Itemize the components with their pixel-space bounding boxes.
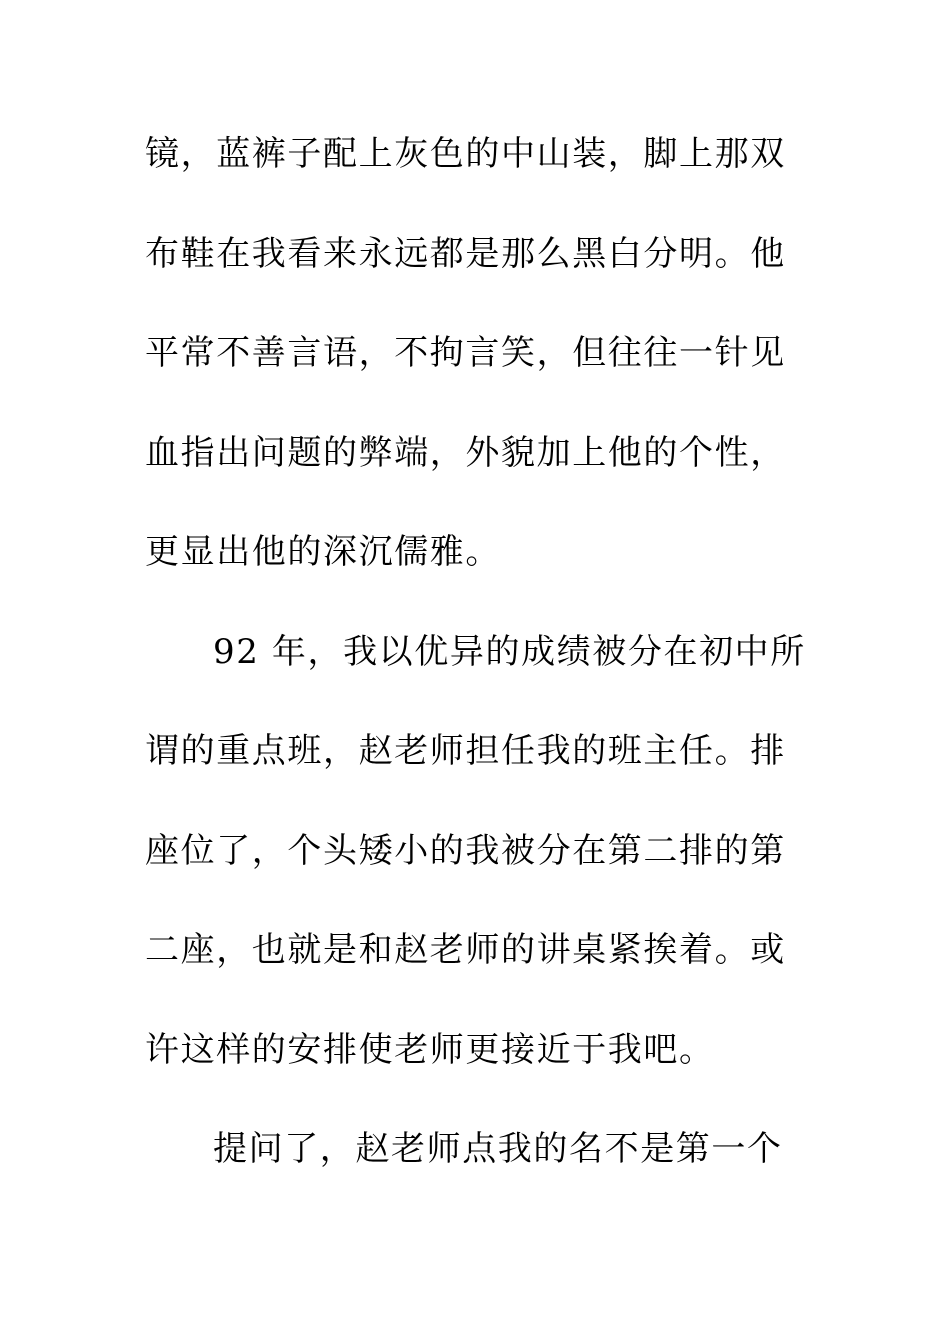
paragraph-start-line: 提问了，赵老师点我的名不是第一个 — [213, 1129, 783, 1169]
text-line: 镜，蓝裤子配上灰色的中山装，脚上那双 — [145, 134, 786, 174]
text-line: 布鞋在我看来永远都是那么黑白分明。他 — [145, 233, 786, 274]
text-line: 许这样的安排使老师更接近于我吧。 — [145, 1029, 715, 1070]
text-line: 平常不善言语，不拘言笑，但往往一针见 — [145, 333, 786, 373]
text-line: 谓的重点班，赵老师担任我的班主任。排 — [145, 731, 786, 771]
paragraph-start-line: 92 年，我以优异的成绩被分在初中所 — [213, 631, 806, 672]
text-line: 二座，也就是和赵老师的讲桌紧挨着。或 — [145, 930, 786, 970]
text-line: 血指出问题的弊端，外貌加上他的个性， — [145, 432, 786, 473]
body-text — [145, 129, 825, 1224]
text-line: 更显出他的深沉儒雅。 — [145, 532, 501, 572]
text-line: 座位了，个头矮小的我被分在第二排的第 — [145, 830, 786, 871]
